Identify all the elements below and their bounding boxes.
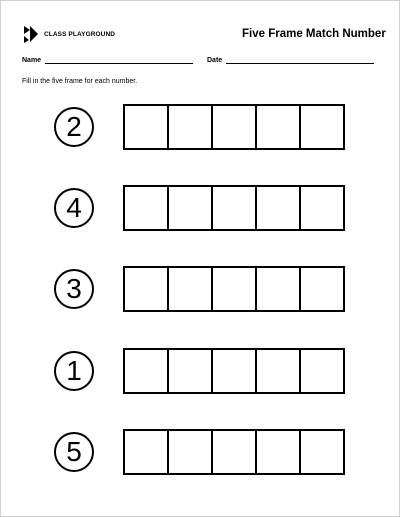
frame-cell[interactable]	[257, 106, 301, 148]
frame-cell[interactable]	[301, 431, 343, 473]
frame-cell[interactable]	[169, 431, 213, 473]
frame-cell[interactable]	[301, 187, 343, 229]
frame-cell[interactable]	[213, 268, 257, 310]
date-label: Date	[207, 57, 223, 64]
five-frame	[123, 348, 345, 394]
frame-cell[interactable]	[301, 350, 343, 392]
five-frame	[123, 185, 345, 231]
frame-cell[interactable]	[213, 431, 257, 473]
name-label: Name	[22, 57, 42, 64]
brand-logo	[22, 24, 115, 44]
frame-cell[interactable]	[125, 431, 169, 473]
frame-cell[interactable]	[301, 268, 343, 310]
frame-cell[interactable]	[213, 187, 257, 229]
number-circle: 2	[54, 107, 94, 147]
class-playground-logo-icon	[22, 24, 40, 44]
frame-cell[interactable]	[213, 106, 257, 148]
frame-cell[interactable]	[169, 268, 213, 310]
frame-cell[interactable]	[169, 106, 213, 148]
instructions: Fill in the five frame for each number.	[22, 78, 138, 85]
frame-cell[interactable]	[125, 350, 169, 392]
five-frame	[123, 429, 345, 475]
frame-cell[interactable]	[213, 350, 257, 392]
frame-cell[interactable]	[169, 187, 213, 229]
worksheet-title: Five Frame Match Number	[242, 28, 386, 40]
frame-cell[interactable]	[257, 350, 301, 392]
frame-cell[interactable]	[125, 106, 169, 148]
number-circle: 4	[54, 188, 94, 228]
number-circle: 1	[54, 351, 94, 391]
number-circle: 3	[54, 269, 94, 309]
frame-cell[interactable]	[125, 187, 169, 229]
name-field[interactable]	[22, 55, 193, 64]
brand-name: CLASS PLAYGROUND	[44, 30, 116, 38]
frame-cell[interactable]	[125, 268, 169, 310]
five-frame	[123, 266, 345, 312]
frame-cell[interactable]	[301, 106, 343, 148]
frame-cell[interactable]	[169, 350, 213, 392]
frame-cell[interactable]	[257, 268, 301, 310]
date-field[interactable]	[207, 55, 374, 64]
date-line[interactable]	[226, 55, 374, 64]
frame-cell[interactable]	[257, 431, 301, 473]
name-line[interactable]	[45, 55, 193, 64]
frame-cell[interactable]	[257, 187, 301, 229]
number-circle: 5	[54, 432, 94, 472]
five-frame	[123, 104, 345, 150]
